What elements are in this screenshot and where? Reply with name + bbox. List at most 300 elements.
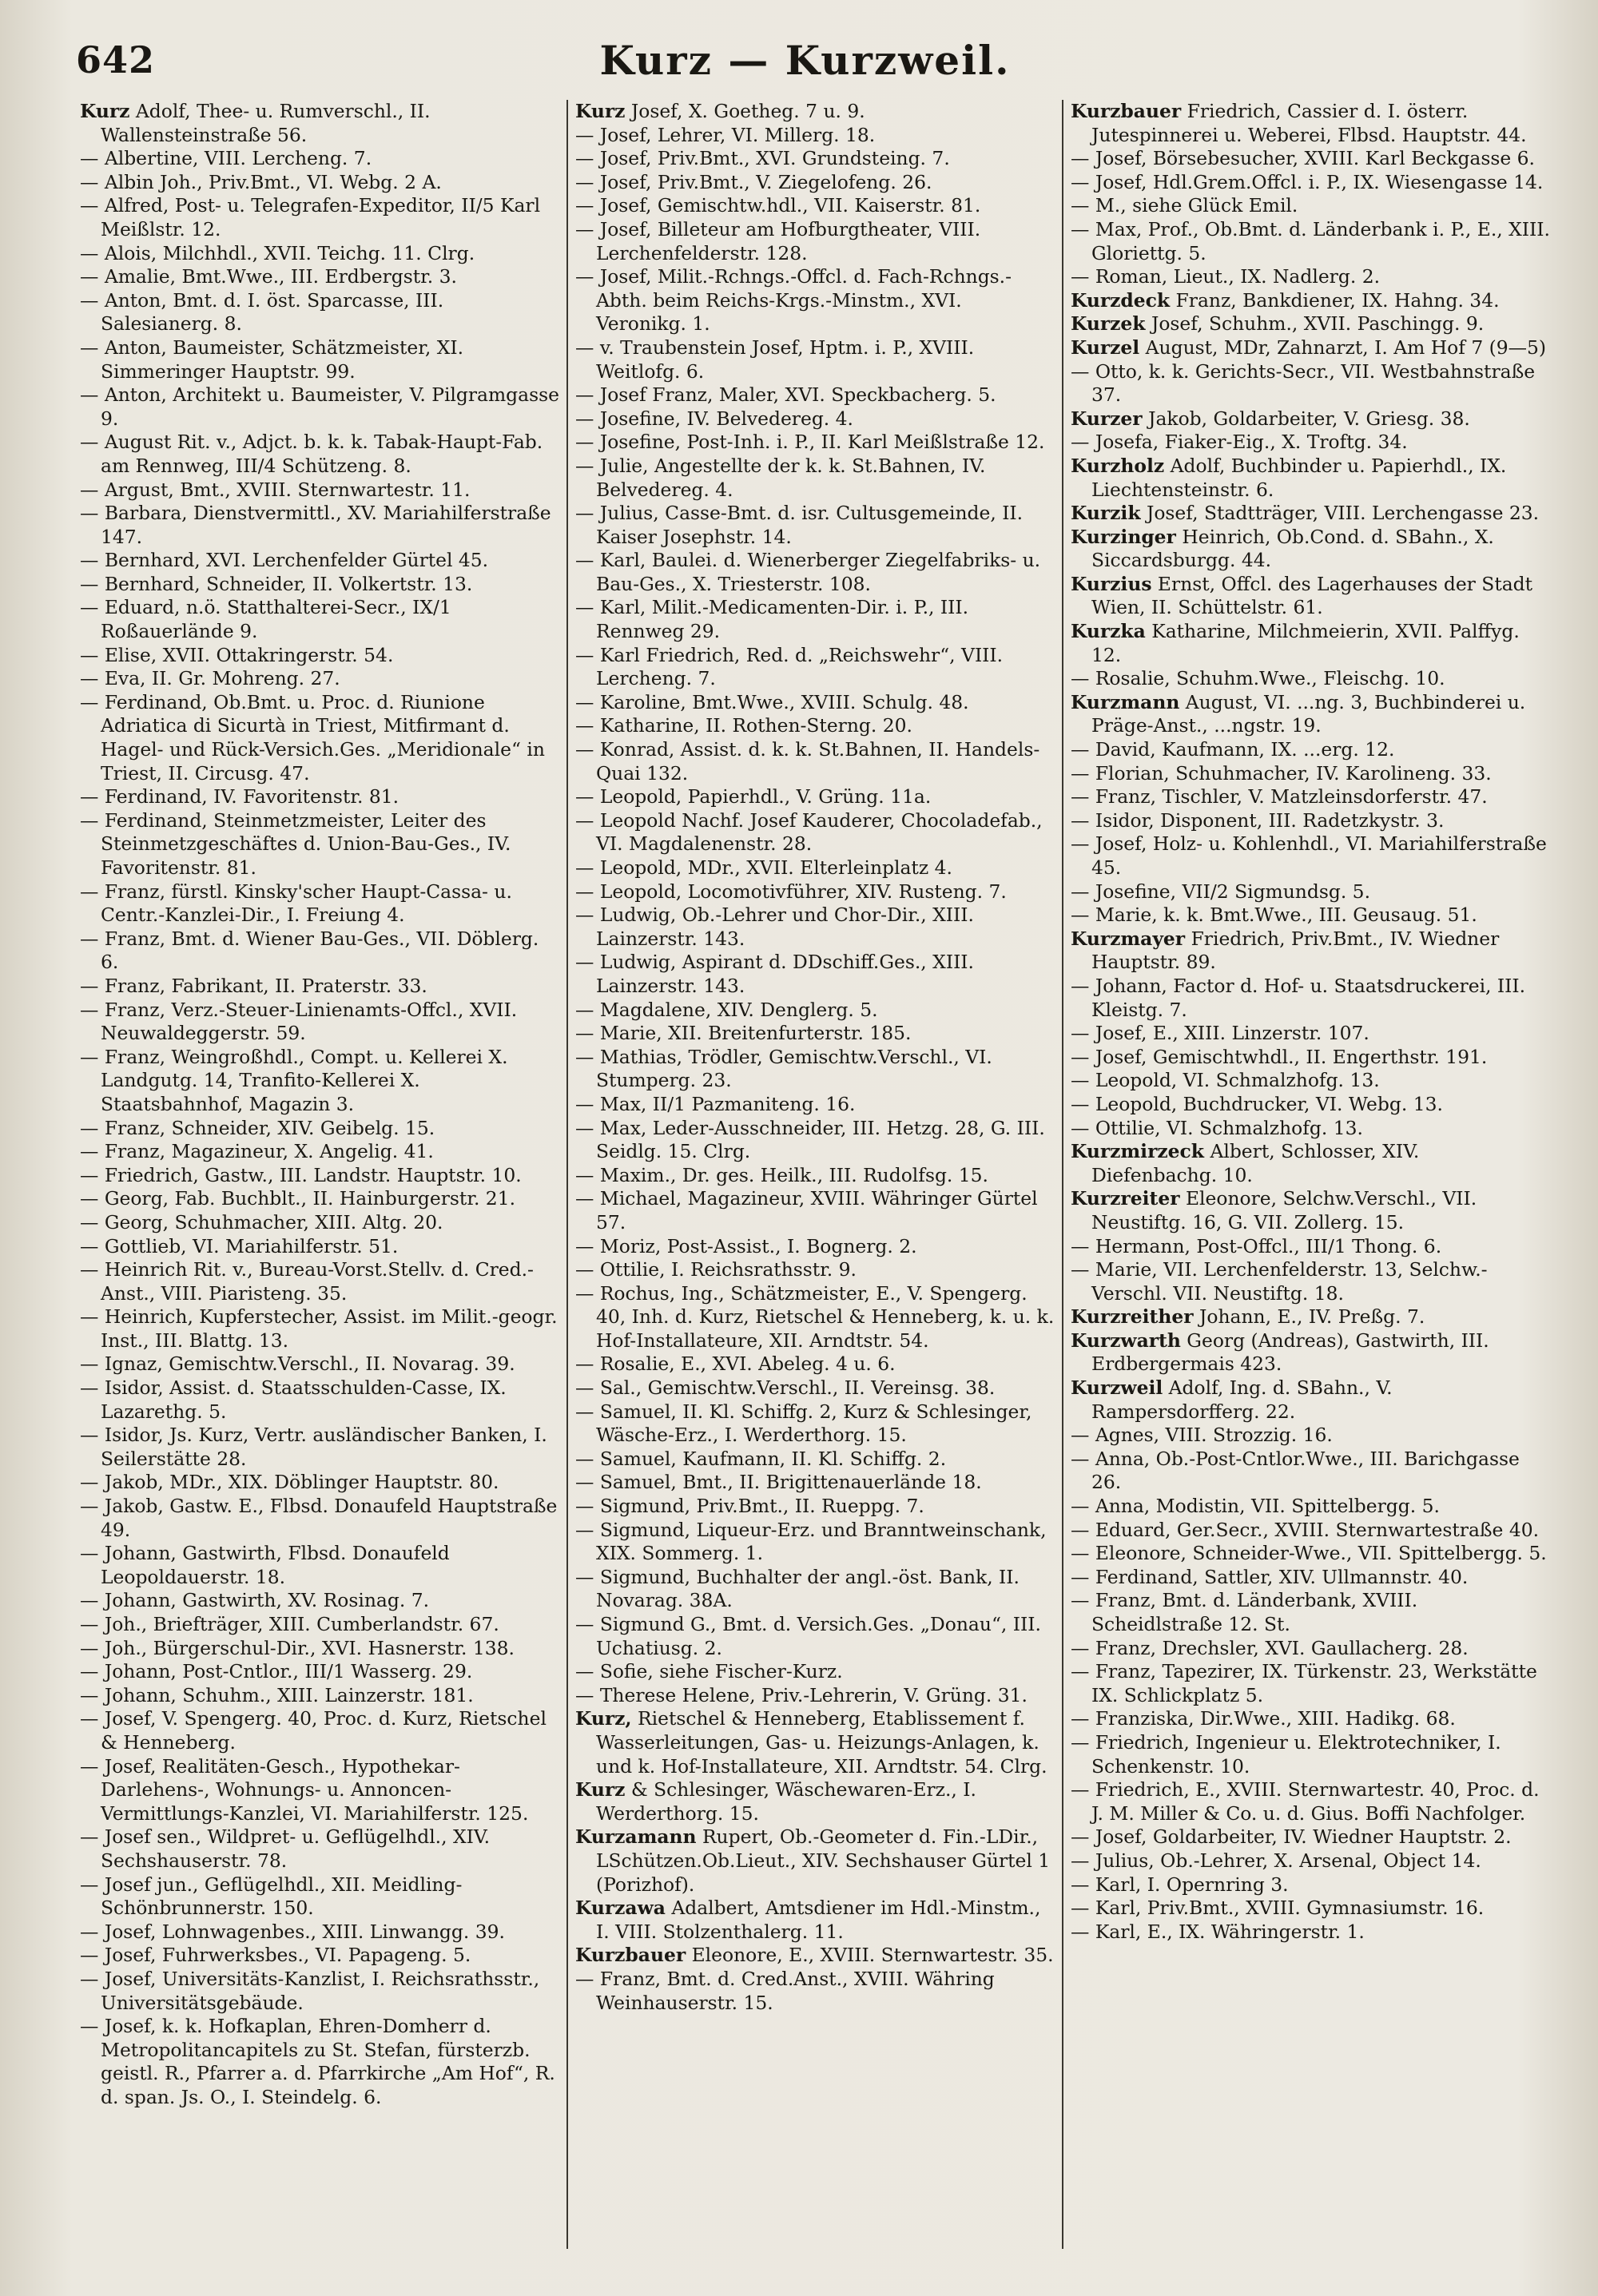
directory-entry [1071,1566,1550,1590]
directory-entry [575,809,1055,856]
directory-entry [1071,975,1550,1022]
entry-text: — Amalie, Bmt.Wwe., III. Erdbergstr. 3. [80,265,457,288]
entry-text: — Johann, Gastwirth, Flbsd. Donaufeld Leopoldauerstr. 18. [80,1542,450,1588]
directory-entry [575,691,1055,715]
directory-entry [80,1305,559,1353]
directory-entry [80,2015,559,2109]
directory-entry [80,809,559,880]
entry-text: — Josef, Priv.Bmt., XVI. Grundsteing. 7. [575,147,950,170]
entry-surname: Kurzweil [1071,1376,1163,1400]
entry-text: — Marie, XII. Breitenfurterstr. 185. [575,1022,912,1045]
directory-entry [80,383,559,431]
entry-surname: Kurzreither [1071,1305,1194,1329]
entry-text: — Karl Friedrich, Red. d. „Reichswehr“, VIII. Lercheng. 7. [575,643,1004,690]
entry-surname: Kurz [80,100,130,122]
entry-text: — Josef Franz, Maler, XVI. Speckbacherg. 5. [575,383,996,407]
entry-text: — Karl, Milit.-Medicamenten-Dir. i. P., III. Rennweg 29. [575,596,969,643]
directory-entry [1071,455,1550,502]
entry-surname: Kurzer [1071,407,1143,430]
entry-text: — Otto, k. k. Gerichts-Secr., VII. Westbahnstraße 37. [1071,359,1536,407]
directory-entry [575,1093,1055,1117]
entry-text: Eleonore, E., XVIII. Sternwartestr. 35. [686,1944,1054,1967]
entry-text: Josef, Stadtträger, VIII. Lerchengasse 23. [1140,502,1540,525]
directory-entry [80,431,559,478]
directory-entry [80,194,559,241]
entry-text: — Rosalie, E., XVI. Abeleg. 4 u. 6. [575,1353,896,1376]
entry-text: Rupert, Ob.-Geometer d. Fin.-LDir., LSchützen.Ob.Lieut., XIV. Sechshauser Gürtel 1 (Porizhof). [596,1825,1051,1896]
directory-entry [80,1211,559,1235]
directory-entry [1071,1921,1550,1944]
directory-entry [80,928,559,975]
directory-entry [575,147,1055,171]
entry-text: — Josef, Gemischtw.hdl., VII. Kaiserstr. 81. [575,194,981,217]
entry-text: — Max, Leder-Ausschneider, III. Hetzg. 28, G. III. Seidlg. 15. Clrg. [575,1116,1045,1163]
entry-text: — Ferdinand, Steinmetzmeister, Leiter des Steinmetzgeschäftes d. Union-Bau-Ges., IV. Favoritenstr. 81. [80,808,511,879]
entry-text: Albert, Schlosser, XIV. Diefenbachg. 10. [1091,1140,1420,1186]
directory-entry [575,644,1055,691]
directory-entry [80,1187,559,1211]
directory-entry [1071,1376,1550,1424]
directory-entry [1071,1542,1550,1566]
directory-entry [575,1778,1055,1825]
entry-text: — August Rit. v., Adjct. b. k. k. Tabak-Haupt-Fab. am Rennweg, III/4 Schützeng. 8. [80,431,543,477]
entry-text: — Franz, Bmt. d. Cred.Anst., XVIII. Währing Weinhauserstr. 15. [575,1967,995,2014]
directory-entry [575,1046,1055,1093]
entry-text: — Franz, Bmt. d. Wiener Bau-Ges., VII. Döblerg. 6. [80,927,539,974]
entry-text: August, MDr, Zahnarzt, I. Am Hof 7 (9—5) [1139,336,1547,359]
directory-entry [575,502,1055,549]
entry-text: — Samuel, Kaufmann, II. Kl. Schiffg. 2. [575,1447,947,1470]
directory-entry [1071,1093,1550,1117]
entry-text: — Josef, E., XIII. Linzerstr. 107. [1071,1022,1369,1045]
entry-text: — Friedrich, Ingenieur u. Elektrotechniker, I. Schenkenstr. 10. [1071,1730,1501,1778]
directory-entry [80,1707,559,1754]
entry-text: — Karl, Priv.Bmt., XVIII. Gymnasiumstr. 16. [1071,1897,1485,1920]
directory-entry [575,407,1055,431]
directory-entry [575,1164,1055,1188]
directory-entry [575,999,1055,1023]
directory-entry [575,1471,1055,1495]
entry-text: — Josefa, Fiaker-Eig., X. Troftg. 34. [1071,431,1408,454]
entry-text: — Joh., Bürgerschul-Dir., XVI. Hasnerstr. 138. [80,1636,515,1659]
directory-entry [575,1495,1055,1519]
directory-entry [80,691,559,785]
directory-entry [575,1400,1055,1448]
entry-text: — Johann, Factor d. Hof- u. Staatsdruckerei, III. Kleistg. 7. [1071,974,1526,1021]
entry-text: — Sofie, siehe Fischer-Kurz. [575,1660,843,1683]
directory-entry [1071,904,1550,928]
entry-text: — Eva, II. Gr. Mohreng. 27. [80,667,340,690]
entry-text: Ernst, Offcl. des Lagerhauses der Stadt Wien, II. Schüttelstr. 61. [1091,572,1533,619]
directory-entry [1071,1778,1550,1825]
directory-entry [575,1448,1055,1472]
directory-entry [1071,1258,1550,1305]
entry-text: — Marie, k. k. Bmt.Wwe., III. Geusaug. 51. [1071,904,1477,927]
directory-entry [80,667,559,691]
column-divider [566,100,568,2249]
entry-text: — Ottilie, VI. Schmalzhofg. 13. [1071,1116,1363,1139]
directory-entry [575,549,1055,596]
entry-text: — Anton, Bmt. d. I. öst. Sparcasse, III. Salesianerg. 8. [80,288,444,336]
directory-entry [575,1613,1055,1660]
entry-text: — Albin Joh., Priv.Bmt., VI. Webg. 2 A. [80,170,442,193]
entry-text: — Julie, Angestellte der k. k. St.Bahnen, IV. Belvedereg. 4. [575,454,986,501]
directory-entry [1071,691,1550,738]
directory-entry [1071,502,1550,526]
directory-entry [575,714,1055,738]
directory-entry [80,1140,559,1164]
entry-text: — Mathias, Trödler, Gemischtw.Verschl., VI. Stumperg. 23. [575,1045,992,1092]
directory-entry [575,1235,1055,1259]
column-3 [1071,100,1550,2257]
directory-entry [80,1046,559,1117]
entry-text: — Ferdinand, IV. Favoritenstr. 81. [80,785,400,808]
directory-entry [80,1542,559,1589]
entry-text: — Argust, Bmt., XVIII. Sternwartestr. 11. [80,478,471,501]
entry-text: — Eleonore, Schneider-Wwe., VII. Spittelbergg. 5. [1071,1542,1547,1565]
directory-entry [80,147,559,171]
directory-entry [80,644,559,668]
entry-text: Heinrich, Ob.Cond. d. SBahn., X. Siccardsburgg. 44. [1091,525,1494,572]
entry-text: — Rosalie, Schuhm.Wwe., Fleischg. 10. [1071,667,1445,690]
directory-entry [1071,1731,1550,1778]
entry-text: — Max, II/1 Pazmaniteng. 16. [575,1092,856,1115]
entry-text: — Leopold, VI. Schmalzhofg. 13. [1071,1069,1380,1092]
entry-surname: Kurzmirzeck [1071,1140,1205,1163]
directory-entry [80,1921,559,1944]
entry-text: — Sigmund, Priv.Bmt., II. Rueppg. 7. [575,1495,924,1518]
directory-entry [1071,1069,1550,1093]
directory-entry [1071,762,1550,786]
directory-entry [575,1117,1055,1164]
directory-entry [575,1187,1055,1234]
entry-surname: Kurzka [1071,620,1146,643]
column-divider [1062,100,1063,2249]
entry-text: — Heinrich, Kupferstecher, Assist. im Milit.-geogr. Inst., III. Blattg. 13. [80,1305,558,1352]
entry-text: — Josef, Gemischtwhdl., II. Engerthstr. 191. [1071,1045,1488,1068]
directory-entry [1071,1873,1550,1897]
directory-entry [80,785,559,809]
entry-text: — Barbara, Dienstvermittl., XV. Mariahilferstraße 147. [80,502,551,548]
directory-entry [80,1660,559,1684]
directory-entry [1071,1897,1550,1921]
entry-text: — Therese Helene, Priv.-Lehrerin, V. Grüng. 31. [575,1683,1028,1706]
entry-text: — Josef, Realitäten-Gesch., Hypothekar-Darlehens-, Wohnungs- u. Annoncen-Vermittlungs-Kanzlei, VI. Mariahilferstr. 125. [80,1754,529,1825]
entry-text: — Ferdinand, Ob.Bmt. u. Proc. d. Riunione Adriatica di Sicurtà in Triest, Mitfirmant d. Hagel- und Rück-Versich.Ges. „Meridionale“ in Triest, II. Circusg. 47. [80,690,545,785]
directory-entry [80,100,559,147]
entry-text: — Anton, Architekt u. Baumeister, V. Pilgramgasse 9. [80,383,559,430]
entry-text: — Josef sen., Wildpret- u. Geflügelhdl., XIV. Sechshauserstr. 78. [80,1825,491,1872]
directory-entry [80,999,559,1046]
directory-entry [1071,360,1550,407]
directory-entry [1071,1424,1550,1448]
directory-entry [1071,171,1550,195]
directory-entry [575,455,1055,502]
column-1 [80,100,559,2257]
entry-text: — Franz, Tischler, V. Matzleinsdorferstr. 47. [1071,785,1488,808]
directory-entry [80,1825,559,1873]
entry-text: Katharine, Milchmeierin, XVII. Palffyg. 12. [1091,620,1520,666]
entry-text: — Florian, Schuhmacher, IV. Karolineng. 33. [1071,761,1492,785]
directory-entry [80,549,559,573]
entry-text: Eleonore, Selchw.Verschl., VII. Neustiftg. 16, G. VII. Zollerg. 15. [1091,1187,1477,1233]
entry-surname: Kurz, [575,1707,632,1730]
directory-entry [1071,1022,1550,1046]
directory-entry [1071,407,1550,431]
directory-entry [80,1235,559,1259]
entry-text: — v. Traubenstein Josef, Hptm. i. P., XVIII. Weitlofg. 6. [575,336,975,383]
directory-entry [1071,1637,1550,1661]
entry-text: — Isidor, Js. Kurz, Vertr. ausländischer Banken, I. Seilerstätte 28. [80,1424,547,1470]
entry-text: — Karoline, Bmt.Wwe., XVIII. Schulg. 48. [575,690,969,713]
entry-text: — Georg, Fab. Buchblt., II. Hainburgerstr. 21. [80,1187,516,1210]
entry-text: — Alfred, Post- u. Telegrafen-Expeditor, II/5 Karl Meißlstr. 12. [80,194,541,240]
entry-text: — Ferdinand, Sattler, XIV. Ullmannstr. 40. [1071,1565,1469,1588]
directory-entry [80,1353,559,1376]
entry-text: — Josefine, IV. Belvedereg. 4. [575,407,853,430]
entry-text: — M., siehe Glück Emil. [1071,194,1298,217]
entry-text: — Agnes, VIII. Strozzig. 16. [1071,1424,1333,1447]
entry-text: Franz, Bankdiener, IX. Hahng. 34. [1170,288,1500,312]
directory-entry [80,1873,559,1921]
entry-text: — Gottlieb, VI. Mariahilferstr. 51. [80,1234,399,1257]
entry-text: — Josefine, Post-Inh. i. P., II. Karl Meißlstraße 12. [575,431,1045,454]
entry-text: — Moriz, Post-Assist., I. Bognerg. 2. [575,1234,917,1257]
entry-text: — Anton, Baumeister, Schätzmeister, XI. Simmeringer Hauptstr. 99. [80,336,464,383]
directory-entry [1071,738,1550,762]
entry-text: — Magdalene, XIV. Denglerg. 5. [575,998,878,1021]
entry-text: — Max, Prof., Ob.Bmt. d. Länderbank i. P., E., XIII. Gloriettg. 5. [1071,217,1550,264]
entry-surname: Kurzmann [1071,690,1180,713]
directory-entry [1071,1140,1550,1187]
directory-entry [575,1376,1055,1400]
entry-text: — Karl, I. Opernring 3. [1071,1873,1289,1896]
entry-text: — Roman, Lieut., IX. Nadlerg. 2. [1071,265,1381,288]
directory-entry [575,1825,1055,1897]
entry-text: — Katharine, II. Rothen-Sterng. 20. [575,714,912,737]
page-header [76,32,1534,96]
directory-entry [80,1968,559,2015]
directory-entry [80,479,559,502]
directory-entry [575,1944,1055,1968]
directory-entry [80,1164,559,1188]
directory-entry [80,1495,559,1542]
directory-entry [575,100,1055,124]
directory-columns [80,100,1550,2257]
entry-surname: Kurzholz [1071,454,1165,477]
entry-text: — Samuel, II. Kl. Schiffg. 2, Kurz & Schlesinger, Wäsche-Erz., I. Werderthorg. 15. [575,1400,1032,1447]
entry-text: — Johann, Post-Cntlor., III/1 Wasserg. 29. [80,1660,473,1683]
directory-entry [80,502,559,549]
entry-text: — Anna, Modistin, VII. Spittelbergg. 5. [1071,1495,1440,1518]
directory-entry [1071,100,1550,147]
directory-entry [1071,1329,1550,1376]
entry-surname: Kurz [575,100,626,122]
entry-text: Adalbert, Amtsdiener im Hdl.-Minstm., I. VIII. Stolzenthalerg. 11. [596,1897,1041,1943]
entry-text: — Jakob, MDr., XIX. Döblinger Hauptstr. 80. [80,1471,499,1494]
entry-text: — Marie, VII. Lerchenfelderstr. 13, Selchw.-Verschl. VII. Neustiftg. 18. [1071,1258,1488,1305]
directory-entry [1071,431,1550,455]
directory-entry [80,1258,559,1305]
entry-text: — Karl, Baulei. d. Wienerberger Ziegelfabriks- u. Bau-Ges., X. Triesterstr. 108. [575,549,1041,595]
entry-text: — Josef, Universitäts-Kanzlist, I. Reichsrathsstr., Universitätsgebäude. [80,1967,540,2014]
directory-entry [1071,1589,1550,1636]
entry-text: Adolf, Thee- u. Rumverschl., II. Wallensteinstraße 56. [101,100,431,146]
entry-text: — Sigmund, Buchhalter der angl.-öst. Bank, II. Novarag. 38A. [575,1565,1020,1612]
directory-entry [80,1589,559,1613]
entry-text: — Friedrich, Gastw., III. Landstr. Hauptstr. 10. [80,1163,522,1186]
entry-text: & Schlesinger, Wäschewaren-Erz., I. Werderthorg. 15. [596,1778,976,1825]
directory-entry [575,1566,1055,1613]
directory-entry [1071,194,1550,218]
entry-text: — Franz, Bmt. d. Länderbank, XVIII. Scheidlstraße 12. St. [1071,1589,1418,1635]
directory-entry [1071,1707,1550,1731]
entry-text: Josef, X. Goetheg. 7 u. 9. [625,100,865,122]
entry-text: — Sigmund, Liqueur-Erz. und Branntweinschank, XIX. Sommerg. 1. [575,1518,1047,1565]
directory-entry [575,1353,1055,1376]
entry-text: — Josefine, VII/2 Sigmundsg. 5. [1071,880,1371,903]
entry-surname: Kurzawa [575,1897,666,1920]
entry-text: August, VI. ...ng. 3, Buchbinderei u. Präge-Anst., ...ngstr. 19. [1091,690,1526,737]
directory-entry [1071,1519,1550,1543]
entry-text: — Franz, Fabrikant, II. Praterstr. 33. [80,974,427,997]
entry-text: Friedrich, Cassier d. I. österr. Jutespinnerei u. Weberei, Flbsd. Hauptstr. 44. [1091,100,1527,146]
entry-text: Adolf, Buchbinder u. Papierhdl., IX. Liechtensteinstr. 6. [1091,454,1507,501]
directory-entry [1071,526,1550,573]
directory-entry [1071,289,1550,313]
entry-text: — Leopold, Buchdrucker, VI. Webg. 13. [1071,1092,1443,1115]
entry-surname: Kurzek [1071,312,1146,336]
entry-text: — Ludwig, Aspirant d. DDschiff.Ges., XIII. Lainzerstr. 143. [575,951,974,997]
entry-text: — Bernhard, XVI. Lerchenfelder Gürtel 45. [80,549,489,572]
entry-text: — Rochus, Ing., Schätzmeister, E., V. Spengerg. 40, Inh. d. Kurz, Rietschel & Henneberg, k. u. k. Hof-Installateure, XII. Arndtstr. 54. [575,1281,1055,1352]
entry-surname: Kurzbauer [1071,100,1182,122]
directory-entry [1071,1495,1550,1519]
directory-entry [80,289,559,336]
directory-entry [80,1684,559,1708]
entry-text: — Maxim., Dr. ges. Heilk., III. Rudolfsg. 15. [575,1163,988,1186]
directory-entry [1071,620,1550,667]
directory-entry [575,265,1055,336]
directory-entry [575,738,1055,785]
entry-surname: Kurzius [1071,572,1152,595]
directory-entry [575,1660,1055,1684]
entry-text: — Sigmund G., Bmt. d. Versich.Ges. „Donau“, III. Uchatiusg. 2. [575,1613,1041,1659]
entry-surname: Kurzik [1071,502,1141,525]
directory-entry [575,1282,1055,1353]
entry-text: — Josef, Börsebesucher, XVIII. Karl Beckgasse 6. [1071,147,1535,170]
entry-text: — Josef, Priv.Bmt., V. Ziegelofeng. 26. [575,170,932,193]
entry-surname: Kurzbauer [575,1944,686,1967]
entry-text: — Franz, Schneider, XIV. Geibelg. 15. [80,1116,435,1139]
directory-entry [575,785,1055,809]
entry-surname: Kurzmayer [1071,927,1186,950]
entry-text: — Michael, Magazineur, XVIII. Währinger Gürtel 57. [575,1187,1038,1233]
entry-text: — Josef, Hdl.Grem.Offcl. i. P., IX. Wiesengasse 14. [1071,170,1544,193]
entry-text: — Franz, Verz.-Steuer-Linienamts-Offcl., XVII. Neuwaldeggerstr. 59. [80,998,518,1045]
entry-text: Johann, E., IV. Preßg. 7. [1193,1305,1425,1329]
entry-text: — Josef, Holz- u. Kohlenhdl., VI. Mariahilferstraße 45. [1071,832,1547,879]
entry-text: — Eduard, Ger.Secr., XVIII. Sternwartestraße 40. [1071,1518,1540,1541]
entry-text: — Joh., Briefträger, XIII. Cumberlandstr. 67. [80,1613,499,1635]
directory-entry [1071,1825,1550,1849]
directory-entry [80,573,559,597]
entry-text: — Josef, Billeteur am Hofburgtheater, VIII. Lerchenfelderstr. 128. [575,217,981,264]
directory-entry [80,1424,559,1471]
directory-entry [1071,1849,1550,1873]
page-number: 642 [76,38,156,81]
directory-entry [80,242,559,266]
column-2 [575,100,1055,2257]
entry-text: — Leopold, Locomotivführer, XIV. Rusteng. 7. [575,880,1007,903]
entry-text: — Ludwig, Ob.-Lehrer und Chor-Dir., XIII. Lainzerstr. 143. [575,904,974,950]
directory-entry [575,951,1055,998]
directory-entry [80,1613,559,1637]
entry-text: Josef, Schuhm., XVII. Paschingg. 9. [1145,312,1485,336]
directory-entry [575,1022,1055,1046]
entry-text: — Samuel, Bmt., II. Brigittenauerlände 18. [575,1471,982,1494]
entry-text: — Franz, Weingroßhdl., Compt. u. Kellerei X. Landgutg. 14, Tranfito-Kellerei X. Staatsbahnhof, Magazin 3. [80,1045,508,1115]
directory-entry [80,336,559,383]
entry-text: — Josef jun., Geflügelhdl., XII. Meidling-Schönbrunnerstr. 150. [80,1873,463,1920]
entry-text: — Josef, Milit.-Rchngs.-Offcl. d. Fach-Rchngs.-Abth. beim Reichs-Krgs.-Minstm., XVI. Veronikg. 1. [575,265,1012,336]
entry-text: — Georg, Schuhmacher, XIII. Altg. 20. [80,1210,443,1233]
directory-entry [1071,880,1550,904]
directory-entry [80,975,559,999]
entry-text: — Josef, Goldarbeiter, IV. Wiedner Hauptstr. 2. [1071,1825,1512,1849]
directory-entry [1071,218,1550,265]
entry-text: — Leopold Nachf. Josef Kauderer, Chocoladefab., VI. Magdalenenstr. 28. [575,808,1043,856]
directory-entry [1071,1046,1550,1070]
entry-text: — Anna, Ob.-Post-Cntlor.Wwe., III. Barichgasse 26. [1071,1447,1520,1494]
directory-entry [1071,1187,1550,1234]
directory-entry [1071,667,1550,691]
entry-text: — Johann, Gastwirth, XV. Rosinag. 7. [80,1589,430,1612]
entry-text: — Bernhard, Schneider, II. Volkertstr. 13. [80,572,473,595]
directory-entry [575,904,1055,951]
directory-entry [1071,1305,1550,1329]
directory-entry [1071,809,1550,833]
directory-entry [1071,573,1550,620]
directory-entry [80,1637,559,1661]
directory-entry [1071,928,1550,975]
entry-surname: Kurzdeck [1071,288,1171,312]
directory-entry [575,880,1055,904]
directory-entry [1071,312,1550,336]
directory-entry [80,1755,559,1826]
entry-text: — Sal., Gemischtw.Verschl., II. Vereinsg. 38. [575,1376,996,1400]
directory-entry [80,880,559,928]
entry-text: — Josef, Lohnwagenbes., XIII. Linwangg. 39. [80,1920,505,1943]
entry-text: — Ignaz, Gemischtw.Verschl., II. Novarag. 39. [80,1353,515,1376]
entry-text: Rietschel & Henneberg, Etablissement f. Wasserleitungen, Gas- u. Heizungs-Anlagen, k. und k. Hof-Installateure, XII. Arndtstr. 54. Clrg. [596,1707,1047,1778]
entry-text: — Leopold, MDr., XVII. Elterleinplatz 4. [575,856,952,879]
directory-entry [1071,265,1550,289]
entry-text: — Johann, Schuhm., XIII. Lainzerstr. 181. [80,1683,474,1706]
directory-entry [575,194,1055,218]
directory-entry [80,171,559,195]
entry-text: Georg (Andreas), Gastwirth, III. Erdbergermais 423. [1091,1329,1489,1376]
entry-text: — Heinrich Rit. v., Bureau-Vorst.Stellv. d. Cred.-Anst., VIII. Piaristeng. 35. [80,1258,534,1305]
directory-entry [80,1117,559,1141]
directory-entry [575,431,1055,455]
entry-text: — Josef, V. Spengerg. 40, Proc. d. Kurz, Rietschel & Henneberg. [80,1707,547,1754]
entry-surname: Kurzinger [1071,525,1176,548]
entry-text: — Albertine, VIII. Lercheng. 7. [80,147,372,170]
entry-text: Friedrich, Priv.Bmt., IV. Wiedner Hauptstr. 89. [1091,927,1500,974]
entry-text: — Josef, Fuhrwerksbes., VI. Papageng. 5. [80,1944,471,1967]
entry-text: — Ottilie, I. Reichsrathsstr. 9. [575,1258,857,1281]
